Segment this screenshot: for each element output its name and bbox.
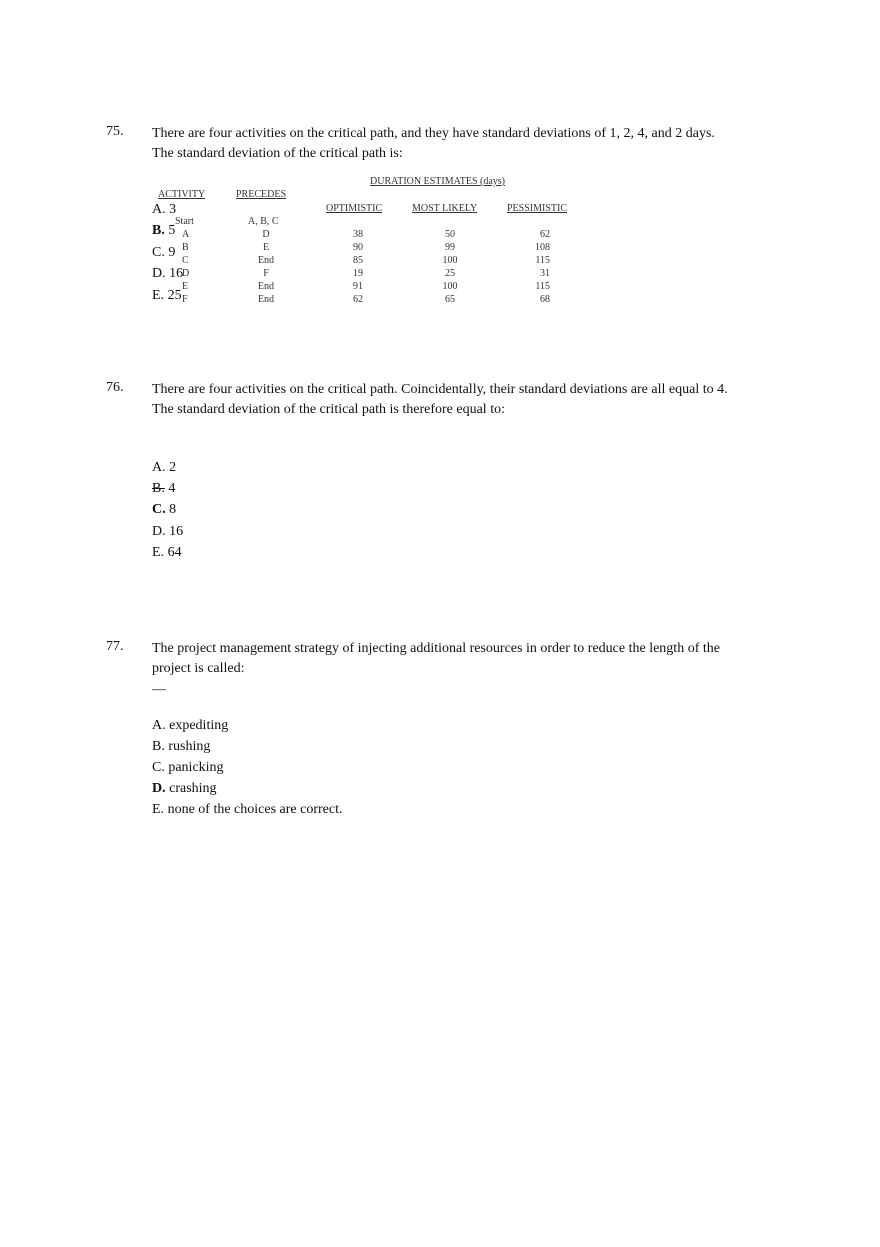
- table-cell: 38: [353, 229, 363, 240]
- choice-letter: E.: [152, 802, 165, 817]
- table-group-header: DURATION ESTIMATES (days): [370, 176, 505, 187]
- question-line-2: The standard deviation of the critical path is:: [152, 146, 403, 161]
- table-cell: A, B, C: [248, 216, 279, 227]
- question-line-1: There are four activities on the critical path, and they have standard deviations of 1, 2, 4, and 2 days.: [152, 126, 715, 141]
- duration-estimates-table: [150, 176, 590, 311]
- table-cell: 62: [353, 294, 363, 305]
- choice-letter: B.: [152, 223, 165, 238]
- choice-text: panicking: [168, 760, 224, 775]
- choice-c[interactable]: [152, 758, 224, 778]
- choice-letter: C.: [152, 245, 165, 260]
- choice-d[interactable]: [152, 264, 183, 284]
- table-cell: F: [182, 294, 188, 305]
- choice-letter: A.: [152, 202, 166, 217]
- choice-text: 2: [169, 460, 177, 475]
- table-header-most-likely: MOST LIKELY: [412, 203, 478, 214]
- question-line-2: project is called:: [152, 661, 245, 676]
- table-cell: 62: [540, 229, 550, 240]
- table-cell: D: [182, 268, 190, 279]
- choice-e[interactable]: [152, 286, 182, 306]
- choice-letter: C.: [152, 502, 166, 517]
- choice-letter: C.: [152, 760, 165, 775]
- choice-letter: D.: [152, 266, 166, 281]
- table-cell: E: [262, 242, 270, 253]
- choice-text: crashing: [169, 781, 217, 796]
- table-cell: 115: [535, 281, 550, 292]
- table-cell: Start: [175, 216, 194, 227]
- choice-a[interactable]: [152, 458, 176, 478]
- choice-text: 9: [168, 245, 176, 260]
- table-cell: B: [182, 242, 189, 253]
- table-cell: 50: [445, 229, 455, 240]
- choice-text: 3: [169, 202, 177, 217]
- question-text: [152, 639, 792, 679]
- table-cell: 100: [442, 281, 458, 292]
- choice-a[interactable]: [152, 200, 176, 220]
- choice-d[interactable]: [152, 522, 183, 542]
- choice-b[interactable]: [152, 221, 175, 241]
- choice-a[interactable]: [152, 716, 228, 736]
- table-cell: End: [257, 281, 275, 292]
- table-cell: 25: [445, 268, 455, 279]
- choice-text: 16: [169, 266, 184, 281]
- table-cell: End: [257, 294, 275, 305]
- table-cell: E: [182, 281, 189, 292]
- table-cell: 115: [535, 255, 550, 266]
- choice-e[interactable]: [152, 543, 182, 563]
- question-number: 76.: [106, 380, 124, 395]
- table-header-activity: ACTIVITY: [158, 189, 206, 200]
- choice-letter: D.: [152, 524, 166, 539]
- choice-c[interactable]: [152, 243, 175, 263]
- question-line-1: There are four activities on the critical path. Coincidentally, their standard deviations are all equal to 4.: [152, 382, 728, 397]
- choice-b[interactable]: [152, 737, 210, 757]
- choice-letter: B.: [152, 739, 165, 754]
- choice-c[interactable]: [152, 500, 176, 520]
- table-cell: 68: [540, 294, 550, 305]
- answer-blank: —: [152, 682, 166, 697]
- table-cell: 100: [442, 255, 458, 266]
- choice-letter: D.: [152, 781, 166, 796]
- table-cell: D: [262, 229, 270, 240]
- choice-letter: A.: [152, 718, 166, 733]
- choice-e[interactable]: [152, 800, 342, 820]
- table-cell: A: [182, 229, 190, 240]
- table-cell: 65: [445, 294, 455, 305]
- table-cell: F: [263, 268, 269, 279]
- choice-text: 16: [169, 524, 184, 539]
- choice-text: 25: [167, 288, 182, 303]
- choice-letter: E.: [152, 545, 165, 560]
- choice-d[interactable]: [152, 779, 217, 799]
- question-text: [152, 380, 792, 420]
- table-header-pessimistic: PESSIMISTIC: [507, 203, 568, 214]
- table-cell: 99: [445, 242, 455, 253]
- choice-text: expediting: [169, 718, 229, 733]
- question-text: [152, 124, 792, 164]
- question-number: 75.: [106, 124, 124, 139]
- table-cell: End: [257, 255, 275, 266]
- choice-letter: A.: [152, 460, 166, 475]
- choice-text: none of the choices are correct.: [167, 802, 343, 817]
- table-cell: C: [182, 255, 189, 266]
- table-cell: 90: [353, 242, 363, 253]
- table-cell: 31: [540, 268, 550, 279]
- choice-text: 8: [169, 502, 177, 517]
- table-header-precedes: PRECEDES: [236, 189, 287, 200]
- table-header-optimistic: OPTIMISTIC: [326, 203, 383, 214]
- table-cell: 91: [353, 281, 363, 292]
- table-cell: 108: [535, 242, 550, 253]
- choice-text: 64: [167, 545, 182, 560]
- question-number: 77.: [106, 639, 124, 654]
- choice-letter: B.: [152, 481, 165, 496]
- table-cell: 19: [353, 268, 363, 279]
- question-line-2: The standard deviation of the critical path is therefore equal to:: [152, 402, 505, 417]
- choice-text: 4: [168, 481, 176, 496]
- table-cell: 85: [353, 255, 363, 266]
- choice-text: rushing: [168, 739, 211, 754]
- choice-b[interactable]: [152, 479, 175, 499]
- choice-text: 5: [168, 223, 176, 238]
- question-line-1: The project management strategy of injecting additional resources in order to reduce the length of the: [152, 641, 720, 656]
- choice-letter: E.: [152, 288, 165, 303]
